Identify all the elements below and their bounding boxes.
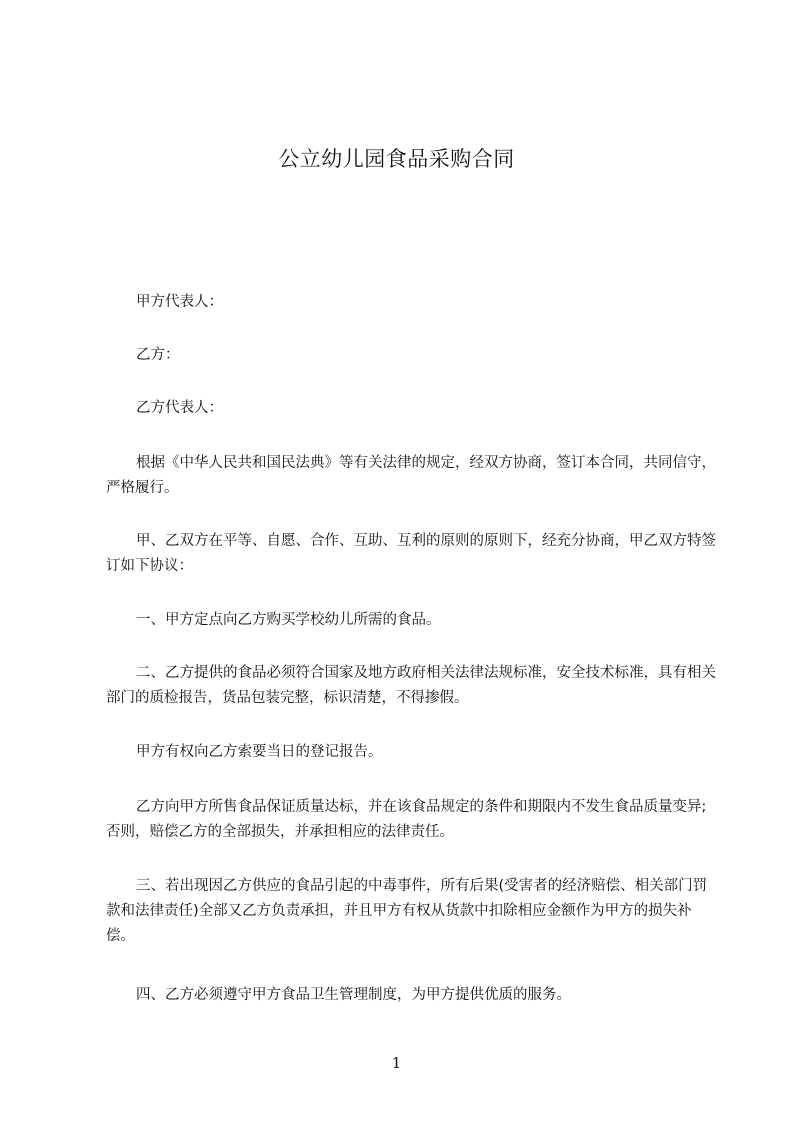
paragraph-clause-1: 一、甲方定点向乙方购买学校幼儿所需的食品。 <box>136 612 441 628</box>
paragraph-party-b: 乙方： <box>136 347 180 363</box>
paragraph-report-right: 甲方有权向乙方索要当日的登记报告。 <box>136 744 383 760</box>
paragraph-party-a-representative: 甲方代表人： <box>136 294 223 310</box>
page-number: 1 <box>391 1054 402 1072</box>
paragraph-principles: 甲、乙双方在平等、自愿、合作、互助、互利的原则的原则下，经充分协商，甲乙双方特签订如下协议： <box>106 533 716 574</box>
paragraph-clause-4: 四、乙方必须遵守甲方食品卫生管理制度，为甲方提供优质的服务。 <box>136 987 571 1003</box>
paragraph-quality-guarantee: 乙方向甲方所售食品保证质量达标，并在该食品规定的条件和期限内不发生食品质量变异;否则，赔偿乙方的全部损失，并承担相应的法律责任。 <box>106 799 707 840</box>
page-title: 公立幼儿园食品采购合同 <box>278 147 515 171</box>
paragraph-party-b-representative: 乙方代表人： <box>136 400 223 416</box>
paragraph-clause-2: 二、乙方提供的食品必须符合国家及地方政府相关法律法规标准，安全技术标准，具有相关部门的质检报告，货品包装完整，标识清楚，不得掺假。 <box>106 665 716 706</box>
paragraph-preamble: 根据《中华人民共和国民法典》等有关法律的规定，经双方协商，签订本合同，共同信守，严格履行。 <box>106 455 716 496</box>
paragraph-clause-3: 三、若出现因乙方供应的食品引起的中毒事件，所有后果(受害者的经济赔偿、相关部门罚款和法律责任)全部又乙方负责承担，并且甲方有权从货款中扣除相应金额作为甲方的损失补偿。 <box>106 878 708 944</box>
